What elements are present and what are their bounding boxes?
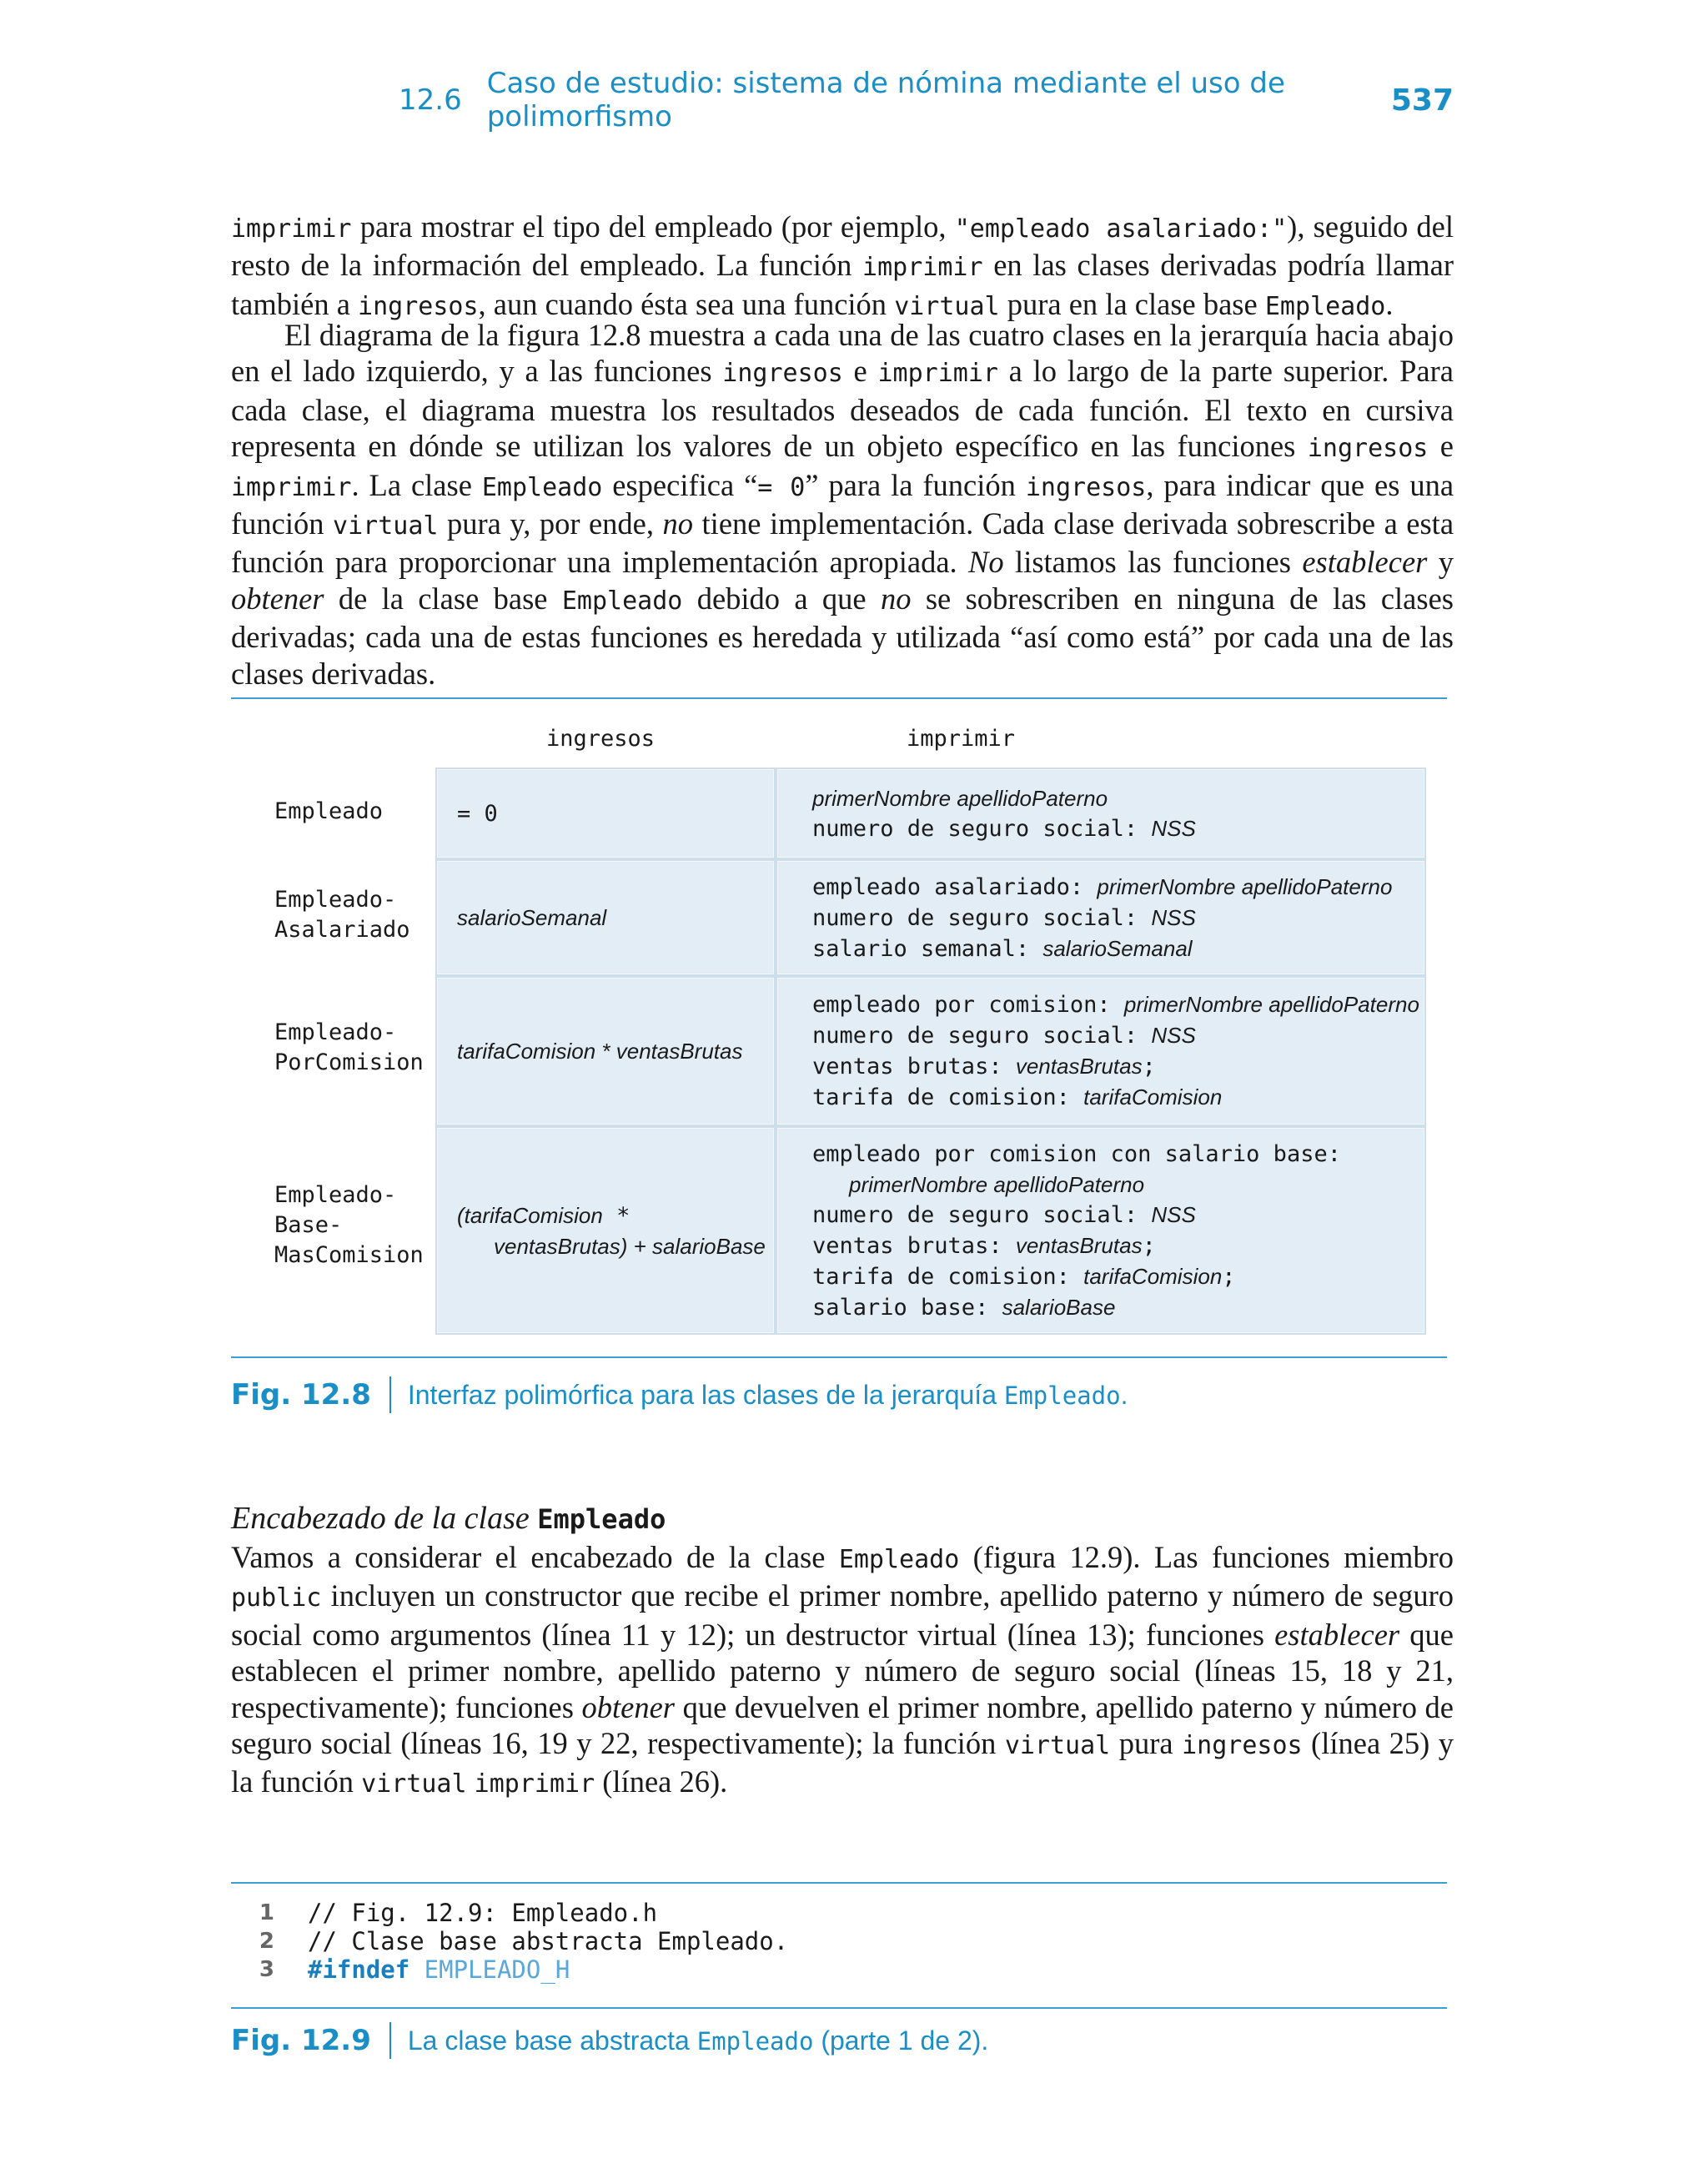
row-label-empleado-base-mas-comision: Empleado- Base- MasComision: [274, 1182, 424, 1268]
page-number: 537: [1390, 83, 1454, 118]
line-number: 1: [259, 1900, 274, 1925]
cell-imprimir-empleado-por-comision: empleado por comision: primerNombre apellidoPaterno numero de seguro social: NSS ventas brutas: ventasBrutas; tarifa de comision: tarifaComision: [776, 976, 1426, 1126]
code-listing: [231, 1899, 1447, 1984]
code-text: // Fig. 12.9: Empleado.h: [308, 1899, 658, 1927]
column-header-imprimir: imprimir: [907, 726, 1016, 752]
line-number: 3: [259, 1957, 274, 1982]
figure-bottom-rule: [231, 1356, 1447, 1358]
code-line: [231, 1899, 1447, 1927]
figure-top-rule: [231, 697, 1447, 699]
running-header: [399, 67, 1454, 133]
row-label-empleado-asalariado: Empleado- Asalariado: [274, 887, 410, 943]
code-top-rule: [231, 1882, 1447, 1884]
code-bottom-rule: [231, 2007, 1447, 2009]
section-number: 12.6: [399, 83, 462, 117]
figure-12-8-caption: [231, 1376, 1128, 1413]
figure-number: Fig. 12.9: [231, 2024, 371, 2057]
paragraph-continuation: imprimir para mostrar el tipo del empleado (por ejemplo, "empleado asalariado:"), seguido del resto de la información del empleado. La función imprimir en las clases derivadas podría llamar también a ingresos, aun cuando ésta sea una función virtual pura en la clase base Empleado.: [231, 209, 1454, 321]
caption-text: Interfaz polimórfica para las clases de la jerarquía Empleado.: [407, 1379, 1128, 1410]
figure-12-9-caption: [231, 2022, 988, 2059]
paragraph-diagram-description: El diagrama de la figura 12.8 muestra a cada una de las cuatro clases en la jerarquía hacia abajo en el lado izquierdo, y a las funciones ingresos e imprimir a lo largo de la parte superior. Para cada clase, el diagrama muestra los resultados deseados de cada función. El texto en cursiva representa en dónde se utilizan los valores de un objeto específico en las funciones ingresos e imprimir. La clase Empleado especifica “= 0” para la función ingresos, para indicar que es una función virtual pura y, por ende, no tiene implementación. Cada clase derivada sobrescribe a esta función para proporcionar una implementación apropiada. No listamos las funciones establecer y obtener de la clase base Empleado debido a que no se sobrescriben en ninguna de las clases derivadas; cada una de estas funciones es heredada y utilizada “así como está” por cada una de las clases derivadas.: [231, 318, 1454, 691]
section-title: Caso de estudio: sistema de nómina mediante el uso de polimorfismo: [486, 67, 1285, 133]
code-line: [231, 1927, 1447, 1955]
line-number: 2: [259, 1929, 274, 1954]
figure-number: Fig. 12.8: [231, 1378, 371, 1412]
cell-ingresos-empleado-base-mas-comision: (tarifaComision * ventasBrutas) + salarioBase: [435, 1126, 776, 1335]
cell-imprimir-empleado-base-mas-comision: empleado por comision con salario base: primerNombre apellidoPaterno numero de seguro social: NSS ventas brutas: ventasBrutas; tarifa de comision: tarifaComision; salario base: salarioBase: [776, 1126, 1426, 1335]
cell-ingresos-empleado-asalariado: salarioSemanal: [435, 859, 776, 976]
cell-ingresos-empleado: = 0: [435, 767, 776, 859]
code-text: #ifndef EMPLEADO_H: [308, 1955, 570, 1984]
caption-divider: [389, 2022, 391, 2059]
row-label-empleado: Empleado: [274, 798, 384, 824]
figure-12-8-diagram: [231, 701, 1447, 1343]
code-line: [231, 1955, 1447, 1984]
column-header-ingresos: ingresos: [546, 726, 656, 752]
caption-text: La clase base abstracta Empleado (parte 1 de 2).: [407, 2025, 989, 2056]
row-label-empleado-por-comision: Empleado- PorComision: [274, 1019, 424, 1075]
cell-imprimir-empleado-asalariado: empleado asalariado: primerNombre apellidoPaterno numero de seguro social: NSS salario semanal: salarioSemanal: [776, 859, 1426, 976]
caption-divider: [389, 1376, 391, 1413]
cell-ingresos-empleado-por-comision: tarifaComision * ventasBrutas: [435, 976, 776, 1126]
code-text: // Clase base abstracta Empleado.: [308, 1927, 789, 1955]
cell-imprimir-empleado: primerNombre apellidoPaterno numero de seguro social: NSS: [776, 767, 1426, 859]
paragraph-header-description: Vamos a considerar el encabezado de la clase Empleado (figura 12.9). Las funciones miembro public incluyen un constructor que recibe el primer nombre, apellido paterno y número de seguro social como argumentos (línea 11 y 12); un destructor virtual (línea 13); funciones establecer que establecen el primer nombre, apellido paterno y número de seguro social (líneas 15, 18 y 21, respectivamente); funciones obtener que devuelven el primer nombre, apellido paterno y número de seguro social (líneas 16, 19 y 22, respectivamente); la función virtual pura ingresos (línea 25) y la función virtual imprimir (línea 26).: [231, 1540, 1454, 1799]
section-subheading: Encabezado de la clase Empleado: [231, 1501, 666, 1536]
